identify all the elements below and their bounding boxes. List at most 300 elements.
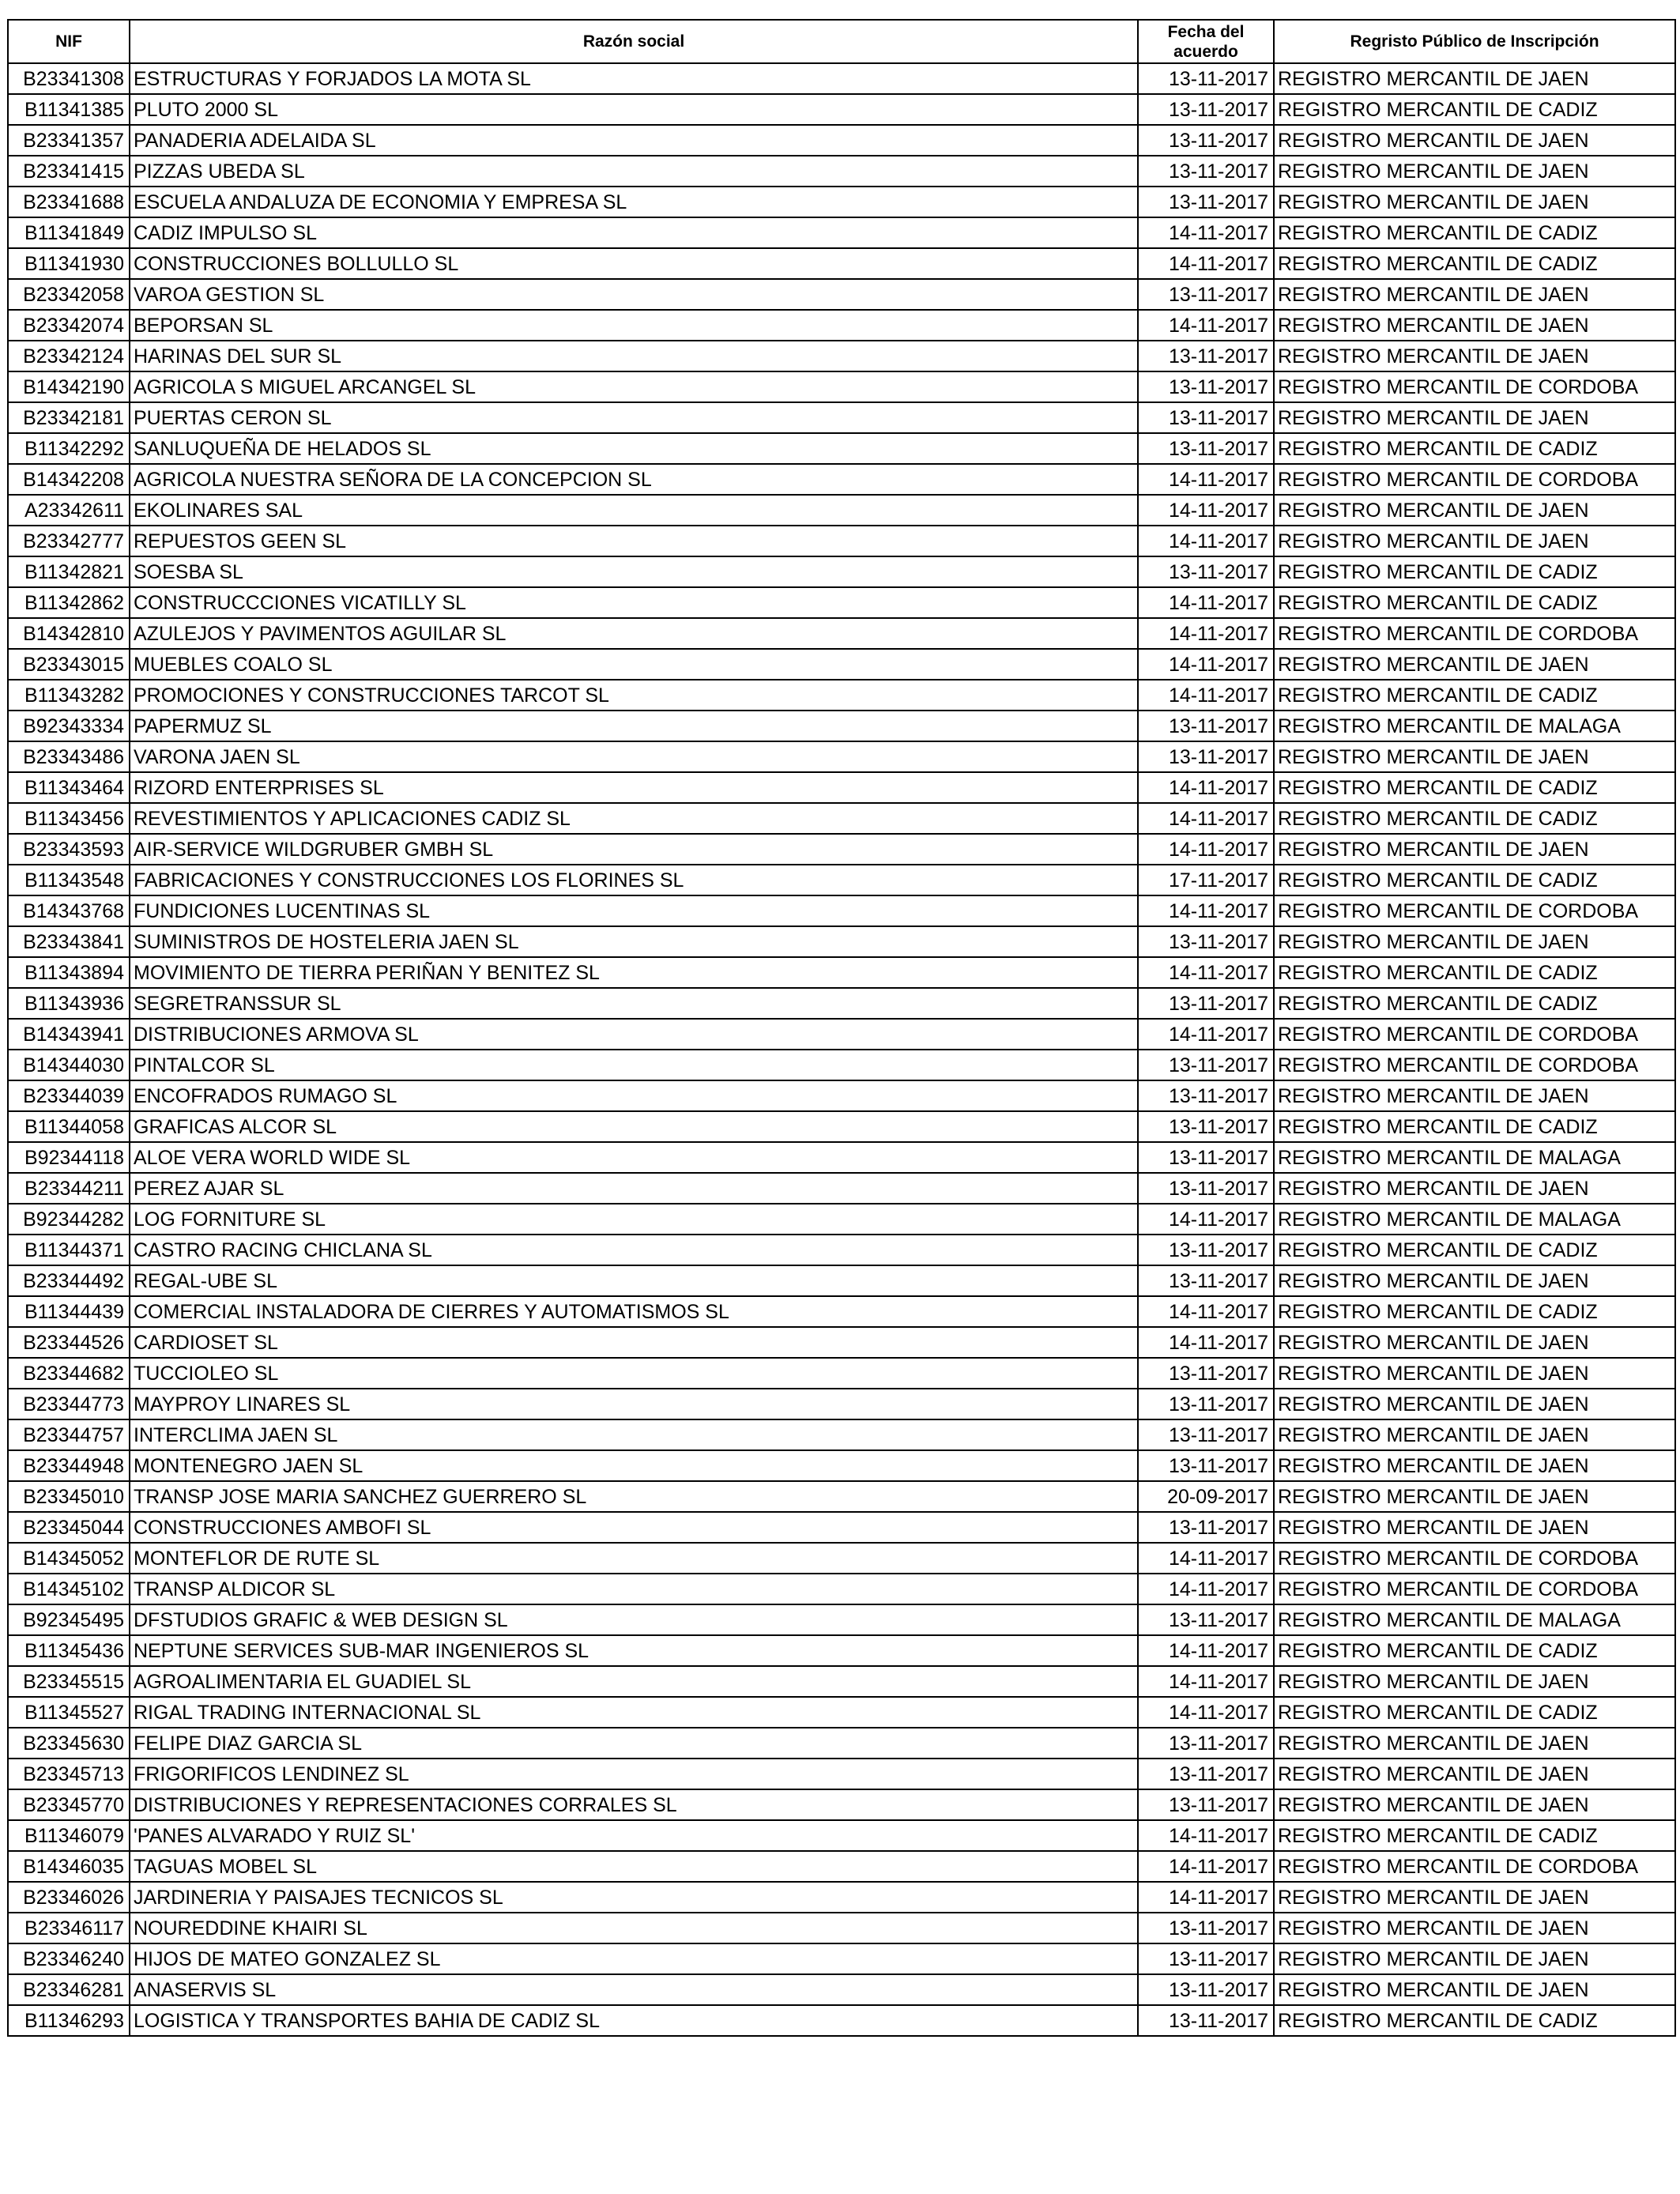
cell-registro: REGISTRO MERCANTIL DE JAEN bbox=[1274, 1728, 1675, 1759]
table-row bbox=[8, 310, 1675, 341]
cell-nif: B23345010 bbox=[8, 1481, 130, 1512]
table-row bbox=[8, 649, 1675, 680]
cell-nif: B23341415 bbox=[8, 156, 130, 187]
table-row bbox=[8, 1080, 1675, 1111]
table-row bbox=[8, 772, 1675, 803]
cell-nif: B23345630 bbox=[8, 1728, 130, 1759]
cell-registro: REGISTRO MERCANTIL DE JAEN bbox=[1274, 63, 1675, 94]
table-row bbox=[8, 1389, 1675, 1419]
cell-razon-social: DISTRIBUCIONES Y REPRESENTACIONES CORRALES SL bbox=[130, 1789, 1138, 1820]
table-row bbox=[8, 988, 1675, 1019]
cell-razon-social: TAGUAS MOBEL SL bbox=[130, 1851, 1138, 1882]
cell-fecha-acuerdo: 13-11-2017 bbox=[1138, 1789, 1274, 1820]
table-row bbox=[8, 1666, 1675, 1697]
cell-registro: REGISTRO MERCANTIL DE JAEN bbox=[1274, 1943, 1675, 1974]
cell-fecha-acuerdo: 14-11-2017 bbox=[1138, 1296, 1274, 1327]
table-row bbox=[8, 2005, 1675, 2036]
cell-razon-social: SANLUQUEÑA DE HELADOS SL bbox=[130, 433, 1138, 464]
table-row bbox=[8, 1265, 1675, 1296]
cell-nif: B23345713 bbox=[8, 1759, 130, 1789]
cell-nif: B11343894 bbox=[8, 957, 130, 988]
cell-fecha-acuerdo: 13-11-2017 bbox=[1138, 711, 1274, 741]
cell-razon-social: REVESTIMIENTOS Y APLICACIONES CADIZ SL bbox=[130, 803, 1138, 834]
table-row bbox=[8, 1913, 1675, 1943]
table-body bbox=[8, 63, 1675, 2036]
cell-registro: REGISTRO MERCANTIL DE JAEN bbox=[1274, 279, 1675, 310]
cell-fecha-acuerdo: 14-11-2017 bbox=[1138, 526, 1274, 556]
cell-fecha-acuerdo: 13-11-2017 bbox=[1138, 1173, 1274, 1204]
cell-registro: REGISTRO MERCANTIL DE CORDOBA bbox=[1274, 1851, 1675, 1882]
cell-fecha-acuerdo: 13-11-2017 bbox=[1138, 1759, 1274, 1789]
cell-razon-social: ENCOFRADOS RUMAGO SL bbox=[130, 1080, 1138, 1111]
cell-razon-social: EKOLINARES SAL bbox=[130, 495, 1138, 526]
cell-fecha-acuerdo: 13-11-2017 bbox=[1138, 1512, 1274, 1543]
cell-nif: B11341385 bbox=[8, 94, 130, 125]
cell-registro: REGISTRO MERCANTIL DE CADIZ bbox=[1274, 1235, 1675, 1265]
header-registro: Regristo Público de Inscripción bbox=[1274, 20, 1675, 63]
table-row bbox=[8, 1635, 1675, 1666]
cell-fecha-acuerdo: 14-11-2017 bbox=[1138, 834, 1274, 865]
cell-fecha-acuerdo: 13-11-2017 bbox=[1138, 1419, 1274, 1450]
cell-fecha-acuerdo: 14-11-2017 bbox=[1138, 1574, 1274, 1604]
table-row bbox=[8, 1327, 1675, 1358]
cell-registro: REGISTRO MERCANTIL DE JAEN bbox=[1274, 1358, 1675, 1389]
cell-nif: B23346117 bbox=[8, 1913, 130, 1943]
cell-fecha-acuerdo: 13-11-2017 bbox=[1138, 402, 1274, 433]
cell-fecha-acuerdo: 13-11-2017 bbox=[1138, 1389, 1274, 1419]
table-row bbox=[8, 94, 1675, 125]
cell-razon-social: CASTRO RACING CHICLANA SL bbox=[130, 1235, 1138, 1265]
cell-fecha-acuerdo: 14-11-2017 bbox=[1138, 1019, 1274, 1050]
cell-razon-social: 'PANES ALVARADO Y RUIZ SL' bbox=[130, 1820, 1138, 1851]
table-row bbox=[8, 1943, 1675, 1974]
table-row bbox=[8, 402, 1675, 433]
cell-nif: B23344773 bbox=[8, 1389, 130, 1419]
table-row bbox=[8, 433, 1675, 464]
header-fecha-acuerdo: Fecha del acuerdo bbox=[1138, 20, 1274, 63]
cell-nif: B14342190 bbox=[8, 371, 130, 402]
cell-registro: REGISTRO MERCANTIL DE JAEN bbox=[1274, 926, 1675, 957]
cell-registro: REGISTRO MERCANTIL DE JAEN bbox=[1274, 1913, 1675, 1943]
cell-fecha-acuerdo: 13-11-2017 bbox=[1138, 1142, 1274, 1173]
cell-registro: REGISTRO MERCANTIL DE JAEN bbox=[1274, 1173, 1675, 1204]
cell-razon-social: VAROA GESTION SL bbox=[130, 279, 1138, 310]
cell-razon-social: PANADERIA ADELAIDA SL bbox=[130, 125, 1138, 156]
table-header bbox=[8, 20, 1675, 63]
cell-registro: REGISTRO MERCANTIL DE JAEN bbox=[1274, 1512, 1675, 1543]
cell-fecha-acuerdo: 14-11-2017 bbox=[1138, 587, 1274, 618]
table-row bbox=[8, 1789, 1675, 1820]
cell-razon-social: RIZORD ENTERPRISES SL bbox=[130, 772, 1138, 803]
cell-razon-social: BEPORSAN SL bbox=[130, 310, 1138, 341]
header-razon-social: Razón social bbox=[130, 20, 1138, 63]
cell-fecha-acuerdo: 13-11-2017 bbox=[1138, 1080, 1274, 1111]
cell-nif: B23344757 bbox=[8, 1419, 130, 1450]
cell-registro: REGISTRO MERCANTIL DE JAEN bbox=[1274, 1327, 1675, 1358]
cell-registro: REGISTRO MERCANTIL DE CADIZ bbox=[1274, 433, 1675, 464]
cell-razon-social: CONSTRUCCCIONES VICATILLY SL bbox=[130, 587, 1138, 618]
table-row bbox=[8, 895, 1675, 926]
cell-registro: REGISTRO MERCANTIL DE CADIZ bbox=[1274, 1635, 1675, 1666]
table-row bbox=[8, 926, 1675, 957]
table-row bbox=[8, 187, 1675, 217]
cell-fecha-acuerdo: 13-11-2017 bbox=[1138, 125, 1274, 156]
table-row bbox=[8, 1173, 1675, 1204]
cell-nif: B23344211 bbox=[8, 1173, 130, 1204]
cell-nif: B11344058 bbox=[8, 1111, 130, 1142]
cell-nif: B23345044 bbox=[8, 1512, 130, 1543]
table-row bbox=[8, 1204, 1675, 1235]
cell-nif: B11345527 bbox=[8, 1697, 130, 1728]
cell-nif: B23342181 bbox=[8, 402, 130, 433]
table-row bbox=[8, 1851, 1675, 1882]
cell-razon-social: NEPTUNE SERVICES SUB-MAR INGENIEROS SL bbox=[130, 1635, 1138, 1666]
cell-razon-social: ALOE VERA WORLD WIDE SL bbox=[130, 1142, 1138, 1173]
table-row bbox=[8, 1543, 1675, 1574]
table-row bbox=[8, 1820, 1675, 1851]
cell-fecha-acuerdo: 13-11-2017 bbox=[1138, 94, 1274, 125]
cell-fecha-acuerdo: 14-11-2017 bbox=[1138, 957, 1274, 988]
cell-razon-social: INTERCLIMA JAEN SL bbox=[130, 1419, 1138, 1450]
cell-fecha-acuerdo: 14-11-2017 bbox=[1138, 1204, 1274, 1235]
cell-razon-social: AIR-SERVICE WILDGRUBER GMBH SL bbox=[130, 834, 1138, 865]
cell-razon-social: RIGAL TRADING INTERNACIONAL SL bbox=[130, 1697, 1138, 1728]
table-row bbox=[8, 371, 1675, 402]
table-row bbox=[8, 680, 1675, 711]
cell-razon-social: CONSTRUCCIONES AMBOFI SL bbox=[130, 1512, 1138, 1543]
cell-razon-social: COMERCIAL INSTALADORA DE CIERRES Y AUTOMATISMOS SL bbox=[130, 1296, 1138, 1327]
table-row bbox=[8, 156, 1675, 187]
cell-nif: B23342074 bbox=[8, 310, 130, 341]
cell-nif: B11342292 bbox=[8, 433, 130, 464]
table-row bbox=[8, 1697, 1675, 1728]
cell-nif: B23346026 bbox=[8, 1882, 130, 1913]
table-row bbox=[8, 1512, 1675, 1543]
cell-nif: B23343015 bbox=[8, 649, 130, 680]
table-row bbox=[8, 741, 1675, 772]
table-row bbox=[8, 1974, 1675, 2005]
cell-nif: B23341688 bbox=[8, 187, 130, 217]
cell-fecha-acuerdo: 13-11-2017 bbox=[1138, 988, 1274, 1019]
cell-fecha-acuerdo: 13-11-2017 bbox=[1138, 556, 1274, 587]
cell-nif: B11342862 bbox=[8, 587, 130, 618]
cell-fecha-acuerdo: 13-11-2017 bbox=[1138, 926, 1274, 957]
table-row bbox=[8, 1450, 1675, 1481]
cell-registro: REGISTRO MERCANTIL DE JAEN bbox=[1274, 1265, 1675, 1296]
cell-nif: B11346293 bbox=[8, 2005, 130, 2036]
cell-nif: B14345102 bbox=[8, 1574, 130, 1604]
cell-registro: REGISTRO MERCANTIL DE JAEN bbox=[1274, 310, 1675, 341]
cell-razon-social: FRIGORIFICOS LENDINEZ SL bbox=[130, 1759, 1138, 1789]
cell-razon-social: TRANSP JOSE MARIA SANCHEZ GUERRERO SL bbox=[130, 1481, 1138, 1512]
cell-registro: REGISTRO MERCANTIL DE JAEN bbox=[1274, 1789, 1675, 1820]
cell-registro: REGISTRO MERCANTIL DE JAEN bbox=[1274, 526, 1675, 556]
cell-nif: B23345515 bbox=[8, 1666, 130, 1697]
cell-registro: REGISTRO MERCANTIL DE CADIZ bbox=[1274, 1697, 1675, 1728]
cell-registro: REGISTRO MERCANTIL DE JAEN bbox=[1274, 834, 1675, 865]
table-row bbox=[8, 1728, 1675, 1759]
cell-registro: REGISTRO MERCANTIL DE JAEN bbox=[1274, 1882, 1675, 1913]
cell-registro: REGISTRO MERCANTIL DE CADIZ bbox=[1274, 2005, 1675, 2036]
table-row bbox=[8, 1111, 1675, 1142]
cell-registro: REGISTRO MERCANTIL DE JAEN bbox=[1274, 125, 1675, 156]
cell-nif: B23344492 bbox=[8, 1265, 130, 1296]
cell-razon-social: MAYPROY LINARES SL bbox=[130, 1389, 1138, 1419]
cell-razon-social: REGAL-UBE SL bbox=[130, 1265, 1138, 1296]
cell-nif: B23344948 bbox=[8, 1450, 130, 1481]
header-row bbox=[8, 20, 1675, 63]
cell-fecha-acuerdo: 13-11-2017 bbox=[1138, 2005, 1274, 2036]
table-row bbox=[8, 803, 1675, 834]
cell-registro: REGISTRO MERCANTIL DE JAEN bbox=[1274, 1419, 1675, 1450]
cell-razon-social: MUEBLES COALO SL bbox=[130, 649, 1138, 680]
table-row bbox=[8, 1050, 1675, 1080]
table-row bbox=[8, 63, 1675, 94]
cell-registro: REGISTRO MERCANTIL DE MALAGA bbox=[1274, 711, 1675, 741]
cell-fecha-acuerdo: 13-11-2017 bbox=[1138, 1728, 1274, 1759]
cell-registro: REGISTRO MERCANTIL DE CADIZ bbox=[1274, 803, 1675, 834]
cell-registro: REGISTRO MERCANTIL DE JAEN bbox=[1274, 649, 1675, 680]
cell-registro: REGISTRO MERCANTIL DE CORDOBA bbox=[1274, 895, 1675, 926]
cell-razon-social: ANASERVIS SL bbox=[130, 1974, 1138, 2005]
cell-nif: B92343334 bbox=[8, 711, 130, 741]
cell-nif: B23344682 bbox=[8, 1358, 130, 1389]
cell-registro: REGISTRO MERCANTIL DE CADIZ bbox=[1274, 865, 1675, 895]
cell-razon-social: PINTALCOR SL bbox=[130, 1050, 1138, 1080]
cell-nif: B23343841 bbox=[8, 926, 130, 957]
table-row bbox=[8, 1882, 1675, 1913]
cell-fecha-acuerdo: 14-11-2017 bbox=[1138, 1666, 1274, 1697]
cell-nif: B23343593 bbox=[8, 834, 130, 865]
cell-fecha-acuerdo: 13-11-2017 bbox=[1138, 433, 1274, 464]
cell-fecha-acuerdo: 14-11-2017 bbox=[1138, 1327, 1274, 1358]
cell-registro: REGISTRO MERCANTIL DE CORDOBA bbox=[1274, 1050, 1675, 1080]
cell-nif: B11343456 bbox=[8, 803, 130, 834]
cell-registro: REGISTRO MERCANTIL DE MALAGA bbox=[1274, 1204, 1675, 1235]
cell-fecha-acuerdo: 17-11-2017 bbox=[1138, 865, 1274, 895]
cell-fecha-acuerdo: 14-11-2017 bbox=[1138, 803, 1274, 834]
cell-registro: REGISTRO MERCANTIL DE JAEN bbox=[1274, 402, 1675, 433]
cell-fecha-acuerdo: 13-11-2017 bbox=[1138, 1111, 1274, 1142]
cell-razon-social: HIJOS DE MATEO GONZALEZ SL bbox=[130, 1943, 1138, 1974]
cell-razon-social: SOESBA SL bbox=[130, 556, 1138, 587]
cell-fecha-acuerdo: 13-11-2017 bbox=[1138, 187, 1274, 217]
cell-registro: REGISTRO MERCANTIL DE CORDOBA bbox=[1274, 371, 1675, 402]
table-row bbox=[8, 1235, 1675, 1265]
cell-registro: REGISTRO MERCANTIL DE CADIZ bbox=[1274, 957, 1675, 988]
cell-fecha-acuerdo: 14-11-2017 bbox=[1138, 464, 1274, 495]
cell-fecha-acuerdo: 14-11-2017 bbox=[1138, 649, 1274, 680]
cell-fecha-acuerdo: 13-11-2017 bbox=[1138, 371, 1274, 402]
cell-nif: B14344030 bbox=[8, 1050, 130, 1080]
cell-fecha-acuerdo: 20-09-2017 bbox=[1138, 1481, 1274, 1512]
cell-razon-social: LOG FORNITURE SL bbox=[130, 1204, 1138, 1235]
cell-fecha-acuerdo: 14-11-2017 bbox=[1138, 895, 1274, 926]
cell-fecha-acuerdo: 13-11-2017 bbox=[1138, 1604, 1274, 1635]
cell-registro: REGISTRO MERCANTIL DE MALAGA bbox=[1274, 1142, 1675, 1173]
cell-registro: REGISTRO MERCANTIL DE CADIZ bbox=[1274, 772, 1675, 803]
cell-razon-social: AGROALIMENTARIA EL GUADIEL SL bbox=[130, 1666, 1138, 1697]
cell-razon-social: CONSTRUCCIONES BOLLULLO SL bbox=[130, 248, 1138, 279]
table-row bbox=[8, 834, 1675, 865]
cell-razon-social: HARINAS DEL SUR SL bbox=[130, 341, 1138, 371]
cell-registro: REGISTRO MERCANTIL DE JAEN bbox=[1274, 495, 1675, 526]
cell-razon-social: VARONA JAEN SL bbox=[130, 741, 1138, 772]
header-nif: NIF bbox=[8, 20, 130, 63]
cell-razon-social: GRAFICAS ALCOR SL bbox=[130, 1111, 1138, 1142]
cell-nif: B14343941 bbox=[8, 1019, 130, 1050]
cell-fecha-acuerdo: 13-11-2017 bbox=[1138, 63, 1274, 94]
cell-razon-social: PROMOCIONES Y CONSTRUCCIONES TARCOT SL bbox=[130, 680, 1138, 711]
cell-razon-social: TRANSP ALDICOR SL bbox=[130, 1574, 1138, 1604]
cell-razon-social: FUNDICIONES LUCENTINAS SL bbox=[130, 895, 1138, 926]
cell-nif: B23345770 bbox=[8, 1789, 130, 1820]
cell-registro: REGISTRO MERCANTIL DE JAEN bbox=[1274, 1666, 1675, 1697]
cell-razon-social: CADIZ IMPULSO SL bbox=[130, 217, 1138, 248]
cell-nif: B11341849 bbox=[8, 217, 130, 248]
cell-fecha-acuerdo: 14-11-2017 bbox=[1138, 1882, 1274, 1913]
cell-registro: REGISTRO MERCANTIL DE JAEN bbox=[1274, 156, 1675, 187]
table-row bbox=[8, 341, 1675, 371]
cell-razon-social: ESCUELA ANDALUZA DE ECONOMIA Y EMPRESA SL bbox=[130, 187, 1138, 217]
cell-razon-social: AGRICOLA S MIGUEL ARCANGEL SL bbox=[130, 371, 1138, 402]
cell-nif: B92344118 bbox=[8, 1142, 130, 1173]
cell-fecha-acuerdo: 14-11-2017 bbox=[1138, 680, 1274, 711]
cell-fecha-acuerdo: 14-11-2017 bbox=[1138, 618, 1274, 649]
cell-registro: REGISTRO MERCANTIL DE JAEN bbox=[1274, 1974, 1675, 2005]
cell-nif: B23342124 bbox=[8, 341, 130, 371]
cell-fecha-acuerdo: 13-11-2017 bbox=[1138, 279, 1274, 310]
cell-nif: B14345052 bbox=[8, 1543, 130, 1574]
cell-registro: REGISTRO MERCANTIL DE JAEN bbox=[1274, 187, 1675, 217]
cell-fecha-acuerdo: 14-11-2017 bbox=[1138, 310, 1274, 341]
cell-registro: REGISTRO MERCANTIL DE CORDOBA bbox=[1274, 1543, 1675, 1574]
table-row bbox=[8, 279, 1675, 310]
cell-registro: REGISTRO MERCANTIL DE CADIZ bbox=[1274, 1111, 1675, 1142]
cell-razon-social: AGRICOLA NUESTRA SEÑORA DE LA CONCEPCION SL bbox=[130, 464, 1138, 495]
table-row bbox=[8, 957, 1675, 988]
cell-nif: B23346281 bbox=[8, 1974, 130, 2005]
cell-razon-social: NOUREDDINE KHAIRI SL bbox=[130, 1913, 1138, 1943]
table-row bbox=[8, 1481, 1675, 1512]
cell-razon-social: MONTENEGRO JAEN SL bbox=[130, 1450, 1138, 1481]
cell-fecha-acuerdo: 14-11-2017 bbox=[1138, 1851, 1274, 1882]
cell-razon-social: FELIPE DIAZ GARCIA SL bbox=[130, 1728, 1138, 1759]
cell-razon-social: DISTRIBUCIONES ARMOVA SL bbox=[130, 1019, 1138, 1050]
cell-razon-social: CARDIOSET SL bbox=[130, 1327, 1138, 1358]
cell-razon-social: SUMINISTROS DE HOSTELERIA JAEN SL bbox=[130, 926, 1138, 957]
table-row bbox=[8, 125, 1675, 156]
cell-razon-social: LOGISTICA Y TRANSPORTES BAHIA DE CADIZ SL bbox=[130, 2005, 1138, 2036]
cell-registro: REGISTRO MERCANTIL DE CORDOBA bbox=[1274, 1574, 1675, 1604]
cell-nif: B11343282 bbox=[8, 680, 130, 711]
table-row bbox=[8, 618, 1675, 649]
cell-nif: B23346240 bbox=[8, 1943, 130, 1974]
cell-nif: B23341308 bbox=[8, 63, 130, 94]
cell-fecha-acuerdo: 14-11-2017 bbox=[1138, 1635, 1274, 1666]
table-row bbox=[8, 1358, 1675, 1389]
cell-registro: REGISTRO MERCANTIL DE JAEN bbox=[1274, 1080, 1675, 1111]
cell-fecha-acuerdo: 14-11-2017 bbox=[1138, 1697, 1274, 1728]
cell-registro: REGISTRO MERCANTIL DE CADIZ bbox=[1274, 1820, 1675, 1851]
cell-registro: REGISTRO MERCANTIL DE JAEN bbox=[1274, 741, 1675, 772]
cell-razon-social: MOVIMIENTO DE TIERRA PERIÑAN Y BENITEZ SL bbox=[130, 957, 1138, 988]
table-row bbox=[8, 1019, 1675, 1050]
cell-nif: B11345436 bbox=[8, 1635, 130, 1666]
cell-razon-social: TUCCIOLEO SL bbox=[130, 1358, 1138, 1389]
table-row bbox=[8, 1296, 1675, 1327]
table-row bbox=[8, 1604, 1675, 1635]
cell-fecha-acuerdo: 13-11-2017 bbox=[1138, 1265, 1274, 1296]
cell-registro: REGISTRO MERCANTIL DE CADIZ bbox=[1274, 988, 1675, 1019]
table-row bbox=[8, 526, 1675, 556]
registry-table bbox=[7, 19, 1676, 2037]
cell-registro: REGISTRO MERCANTIL DE CADIZ bbox=[1274, 680, 1675, 711]
cell-razon-social: MONTEFLOR DE RUTE SL bbox=[130, 1543, 1138, 1574]
cell-registro: REGISTRO MERCANTIL DE JAEN bbox=[1274, 1759, 1675, 1789]
cell-nif: A23342611 bbox=[8, 495, 130, 526]
cell-registro: REGISTRO MERCANTIL DE CADIZ bbox=[1274, 217, 1675, 248]
cell-nif: B11341930 bbox=[8, 248, 130, 279]
table-row bbox=[8, 464, 1675, 495]
cell-fecha-acuerdo: 13-11-2017 bbox=[1138, 1943, 1274, 1974]
cell-fecha-acuerdo: 14-11-2017 bbox=[1138, 248, 1274, 279]
cell-fecha-acuerdo: 13-11-2017 bbox=[1138, 1974, 1274, 2005]
cell-nif: B11343464 bbox=[8, 772, 130, 803]
cell-fecha-acuerdo: 13-11-2017 bbox=[1138, 741, 1274, 772]
cell-fecha-acuerdo: 13-11-2017 bbox=[1138, 1050, 1274, 1080]
table-row bbox=[8, 248, 1675, 279]
cell-razon-social: ESTRUCTURAS Y FORJADOS LA MOTA SL bbox=[130, 63, 1138, 94]
table-row bbox=[8, 711, 1675, 741]
cell-registro: REGISTRO MERCANTIL DE CADIZ bbox=[1274, 94, 1675, 125]
table-row bbox=[8, 495, 1675, 526]
cell-registro: REGISTRO MERCANTIL DE CORDOBA bbox=[1274, 464, 1675, 495]
table-row bbox=[8, 587, 1675, 618]
table-row bbox=[8, 1759, 1675, 1789]
cell-registro: REGISTRO MERCANTIL DE CORDOBA bbox=[1274, 618, 1675, 649]
cell-razon-social: SEGRETRANSSUR SL bbox=[130, 988, 1138, 1019]
cell-razon-social: DFSTUDIOS GRAFIC & WEB DESIGN SL bbox=[130, 1604, 1138, 1635]
cell-nif: B23342058 bbox=[8, 279, 130, 310]
cell-nif: B14342810 bbox=[8, 618, 130, 649]
cell-razon-social: FABRICACIONES Y CONSTRUCCIONES LOS FLORINES SL bbox=[130, 865, 1138, 895]
cell-nif: B11343548 bbox=[8, 865, 130, 895]
cell-nif: B11344371 bbox=[8, 1235, 130, 1265]
cell-nif: B14346035 bbox=[8, 1851, 130, 1882]
cell-razon-social: PIZZAS UBEDA SL bbox=[130, 156, 1138, 187]
cell-registro: REGISTRO MERCANTIL DE CADIZ bbox=[1274, 587, 1675, 618]
cell-nif: B14343768 bbox=[8, 895, 130, 926]
table-row bbox=[8, 1574, 1675, 1604]
cell-nif: B23344039 bbox=[8, 1080, 130, 1111]
cell-fecha-acuerdo: 13-11-2017 bbox=[1138, 156, 1274, 187]
cell-fecha-acuerdo: 13-11-2017 bbox=[1138, 1235, 1274, 1265]
cell-registro: REGISTRO MERCANTIL DE CADIZ bbox=[1274, 1296, 1675, 1327]
cell-nif: B23344526 bbox=[8, 1327, 130, 1358]
cell-razon-social: AZULEJOS Y PAVIMENTOS AGUILAR SL bbox=[130, 618, 1138, 649]
table-row bbox=[8, 1142, 1675, 1173]
cell-fecha-acuerdo: 14-11-2017 bbox=[1138, 772, 1274, 803]
cell-fecha-acuerdo: 14-11-2017 bbox=[1138, 217, 1274, 248]
cell-registro: REGISTRO MERCANTIL DE JAEN bbox=[1274, 1389, 1675, 1419]
cell-razon-social: PUERTAS CERON SL bbox=[130, 402, 1138, 433]
cell-nif: B23343486 bbox=[8, 741, 130, 772]
cell-razon-social: REPUESTOS GEEN SL bbox=[130, 526, 1138, 556]
cell-nif: B11342821 bbox=[8, 556, 130, 587]
cell-nif: B11344439 bbox=[8, 1296, 130, 1327]
table-row bbox=[8, 865, 1675, 895]
